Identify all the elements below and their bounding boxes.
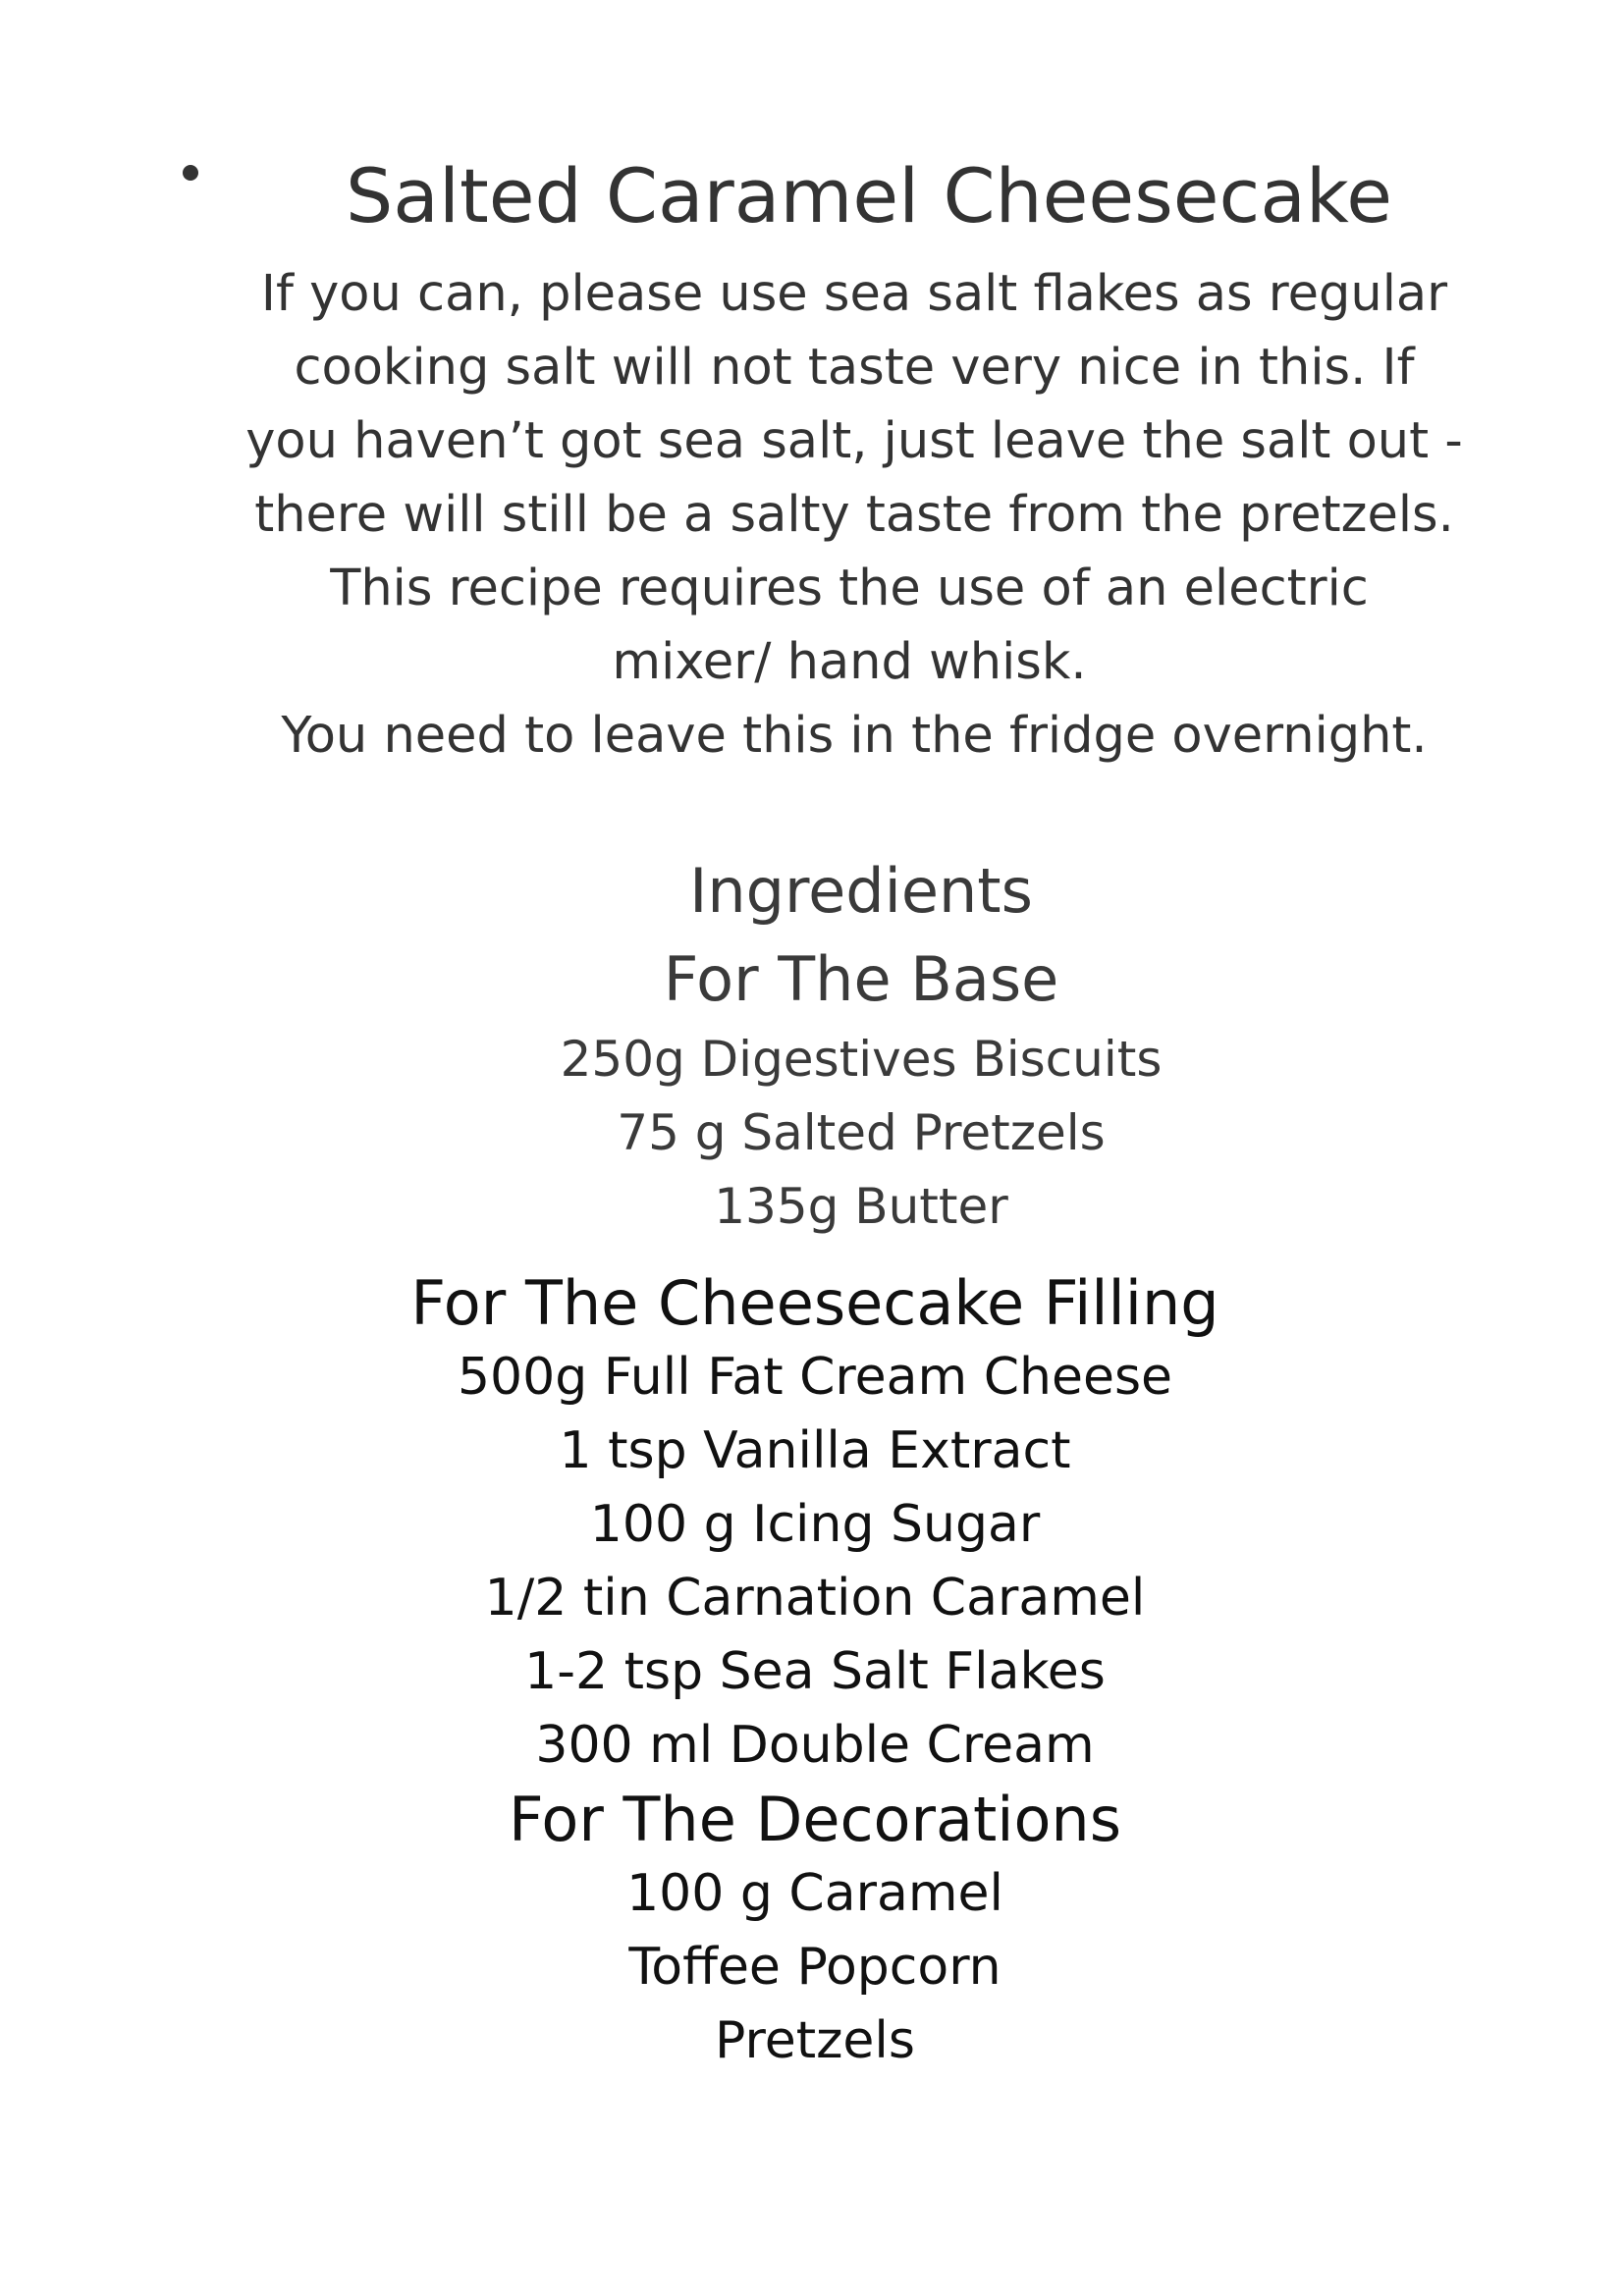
filling-heading: For The Cheesecake Filling — [410, 1267, 1219, 1339]
list-item: 1/2 tin Carnation Caramel — [484, 1569, 1146, 1628]
base-ingredient-list — [49, 1023, 1624, 1244]
intro-paragraph: If you can, please use sea salt flakes as regular cooking salt will not taste very nice in this. If you haven’t got sea salt, just leave the salt out - there will still be a salty taste from the pretzels. — [245, 265, 1463, 544]
intro-paragraph: You need to leave this in the fridge overnight. — [281, 707, 1428, 765]
list-bullet — [183, 165, 198, 181]
filling-ingredient-list — [324, 1341, 1306, 1783]
list-item: 1 tsp Vanilla Extract — [559, 1421, 1071, 1480]
list-item: Pretzels — [715, 2011, 915, 2070]
list-item: 135g Butter — [714, 1178, 1008, 1235]
decorations-ingredient-list — [324, 1857, 1306, 2078]
list-item: 1-2 tsp Sea Salt Flakes — [524, 1642, 1106, 1701]
list-item: 250g Digestives Biscuits — [560, 1031, 1163, 1088]
base-heading: For The Base — [663, 943, 1059, 1015]
list-item: 100 g Icing Sugar — [589, 1495, 1041, 1554]
intro-paragraph: This recipe requires the use of an electric mixer/ hand whisk. — [330, 560, 1369, 691]
list-item: 300 ml Double Cream — [535, 1716, 1095, 1775]
ingredients-heading: Ingredients — [689, 855, 1033, 927]
list-item: 75 g Salted Pretzels — [617, 1104, 1106, 1161]
recipe-title: Salted Caramel Cheesecake — [346, 152, 1392, 240]
base-section — [49, 942, 1624, 1244]
list-item: Toffee Popcorn — [628, 1938, 1001, 1997]
list-item: 100 g Caramel — [626, 1864, 1003, 1923]
decorations-heading: For The Decorations — [508, 1784, 1122, 1855]
recipe-intro — [245, 257, 1492, 773]
list-item: 500g Full Fat Cream Cheese — [457, 1348, 1173, 1407]
